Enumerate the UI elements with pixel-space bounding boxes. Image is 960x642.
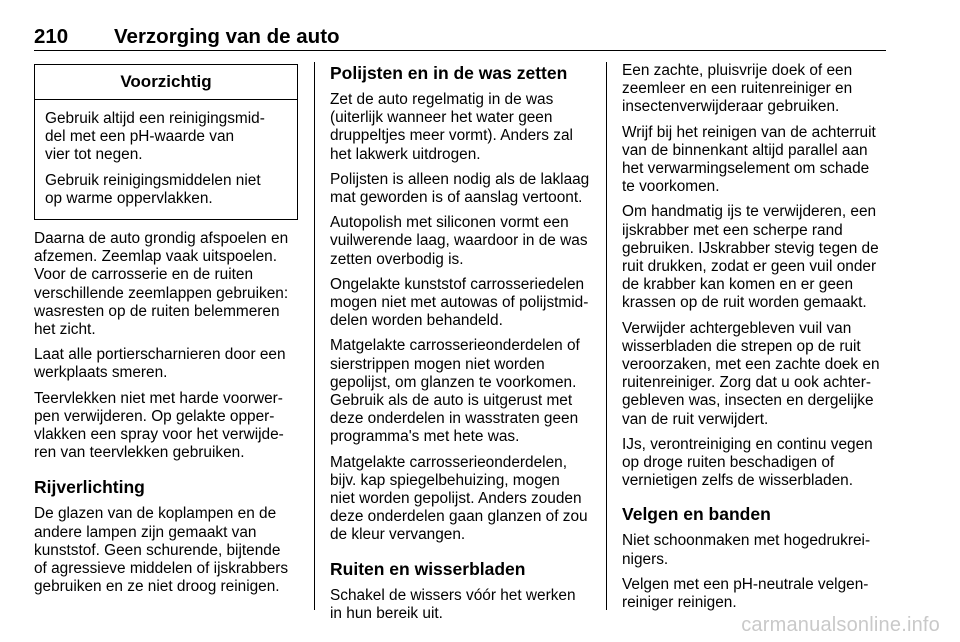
text-line: wisserbladen die strepen op de ruit — [622, 337, 861, 355]
text-line: sierstrippen mogen niet worden — [330, 355, 545, 373]
text-line: gepolijst, om glanzen te voorkomen. — [330, 373, 577, 391]
paragraph — [34, 505, 298, 596]
text-block — [34, 505, 298, 596]
watermark: carmanualsonline.info — [741, 614, 940, 636]
text-line: nigers. — [622, 550, 669, 568]
text-line: Wrijf bij het reinigen van de achterruit — [622, 123, 876, 141]
text-block — [622, 532, 888, 612]
text-line: Schakel de wissers vóór het werken — [330, 586, 576, 604]
text-line: het zicht. — [34, 321, 96, 339]
column-3 — [622, 62, 888, 619]
text-line: delen worden behandeld. — [330, 312, 503, 330]
text-line: verschillende zeemlappen gebruiken: — [34, 284, 289, 302]
text-line: of agressieve middelen of ijskrabbers — [34, 560, 289, 578]
text-line: Laat alle portierscharnieren door een — [34, 346, 286, 364]
text-line: Zet de auto regelmatig in de was — [330, 91, 554, 108]
text-block — [330, 587, 594, 623]
text-line: pen verwijderen. Op gelakte opper- — [34, 407, 275, 425]
caution-body — [35, 100, 297, 219]
paragraph — [622, 576, 888, 612]
paragraph — [330, 587, 594, 623]
paragraph — [330, 276, 594, 331]
paragraph — [622, 203, 888, 312]
section-heading-lighting: Rijverlichting — [34, 477, 145, 498]
text-block — [330, 91, 594, 545]
text-line: del met een pH-waarde van — [45, 128, 235, 146]
text-line: Om handmatig ijs te verwijderen, een — [622, 203, 877, 221]
text-line: Gebruik reinigingsmiddelen niet — [45, 171, 261, 189]
text-line: mogen niet met autowas of polijstmid- — [330, 294, 589, 312]
text-line: Verwijder achtergebleven vuil van — [622, 319, 852, 337]
section-heading-wheels: Velgen en banden — [622, 504, 771, 525]
text-line: zeemleer en een ruitenreiniger en — [622, 80, 853, 98]
text-line: gebruiken. IJskrabber stevig tegen de — [622, 239, 879, 257]
text-line: het lakwerk uitdrogen. — [330, 145, 481, 163]
caution-box — [34, 64, 298, 220]
text-line: werkplaats smeren. — [34, 364, 168, 382]
column-1 — [34, 62, 298, 603]
paragraph — [34, 346, 298, 382]
paragraph — [330, 337, 594, 446]
text-line: bijv. kap spiegelbehuizing, mogen — [330, 471, 560, 489]
text-line: insectenverwijderaar gebruiken. — [622, 98, 840, 116]
text-line: in hun bereik uit. — [330, 604, 443, 622]
text-line: vier tot negen. — [45, 146, 143, 164]
text-line: vlakken een spray voor het verwijde- — [34, 426, 284, 444]
paragraph — [45, 110, 287, 165]
column-divider-2 — [606, 62, 607, 610]
text-line: Gebruik altijd een reinigingsmid- — [45, 110, 265, 127]
text-line: ijskrabber met een scherpe rand — [622, 221, 843, 239]
text-line: niet worden gepolijst. Anders zouden — [330, 490, 582, 508]
page-number: 210 — [34, 25, 69, 48]
text-line: (uiterlijk wanneer het water geen — [330, 109, 553, 127]
text-line: afzemen. Zeemlap vaak uitspoelen. — [34, 248, 277, 266]
text-line: IJs, verontreiniging en continu vegen — [622, 435, 873, 453]
text-line: van de binnenkant altijd parallel aan — [622, 141, 868, 159]
column-2 — [330, 62, 594, 630]
paragraph — [330, 91, 594, 164]
text-line: Autopolish met siliconen vormt een — [330, 214, 569, 232]
section-heading-windows: Ruiten en wisserbladen — [330, 558, 526, 579]
paragraph — [622, 124, 888, 197]
text-line: Ongelakte kunststof carrosseriedelen — [330, 275, 585, 293]
text-line: veroorzaken, met een zachte doek en — [622, 356, 880, 374]
paragraph — [622, 62, 888, 117]
caution-title: Voorzichtig — [35, 65, 297, 100]
paragraph — [622, 436, 888, 491]
text-line: vernietigen zelfs de wisserbladen. — [622, 472, 853, 490]
text-line: mat geworden is of aanslag vertoont. — [330, 189, 583, 207]
text-line: ren van teervlekken gebruiken. — [34, 444, 245, 462]
section-heading-polish: Polijsten en in de was zetten — [330, 63, 568, 83]
text-line: ruit drukken, zodat er geen vuil onder — [622, 258, 877, 276]
text-line: Een zachte, pluisvrije doek of een — [622, 62, 853, 79]
text-line: programma's met hete was. — [330, 428, 520, 446]
text-line: druppeltjes meer vormt). Anders zal — [330, 127, 573, 145]
text-block — [34, 230, 298, 462]
chapter-title: Verzorging van de auto — [114, 25, 340, 48]
paragraph — [330, 171, 594, 207]
text-line: kunststof. Geen schurende, bijtende — [34, 541, 281, 559]
text-line: te voorkomen. — [622, 178, 720, 196]
text-line: deze onderdelen in wasstraten geen — [330, 410, 579, 428]
paragraph — [34, 230, 298, 339]
text-line: De glazen van de koplampen en de — [34, 505, 277, 523]
column-divider-1 — [314, 62, 315, 610]
text-line: op droge ruiten beschadigen of — [622, 454, 835, 472]
text-line: Voor de carrosserie en de ruiten — [34, 266, 254, 284]
text-line: Matgelakte carrosserieonderdelen, — [330, 453, 567, 471]
paragraph — [330, 214, 594, 269]
text-line: gebruiken en ze niet droog reinigen. — [34, 578, 280, 596]
text-line: de krabber kan komen en er geen — [622, 276, 854, 294]
paragraph — [34, 390, 298, 463]
paragraph — [330, 454, 594, 545]
text-line: van de ruit verwijdert. — [622, 410, 769, 428]
text-line: zetten overbodig is. — [330, 250, 464, 268]
text-line: Gebruik als de auto is uitgerust met — [330, 392, 573, 410]
paragraph — [622, 320, 888, 429]
text-line: het verwarmingselement om schade — [622, 160, 870, 178]
text-line: vuilwerende laag, waardoor in de was — [330, 232, 588, 250]
text-line: deze onderdelen gaan glanzen of zou — [330, 508, 588, 526]
text-line: op warme oppervlakken. — [45, 189, 213, 207]
page-header — [34, 26, 886, 51]
text-line: andere lampen zijn gemaakt van — [34, 523, 257, 541]
paragraph — [45, 172, 287, 208]
text-line: wasresten op de ruiten belemmeren — [34, 302, 280, 320]
text-line: reiniger reinigen. — [622, 594, 737, 612]
text-line: Matgelakte carrosserieonderdelen of — [330, 337, 580, 355]
paragraph — [622, 532, 888, 568]
text-line: Polijsten is alleen nodig als de laklaag — [330, 170, 590, 188]
text-line: gebleven was, insecten en dergelijke — [622, 392, 874, 410]
text-line: Daarna de auto grondig afspoelen en — [34, 230, 289, 248]
text-block — [622, 62, 888, 490]
text-line: Velgen met een pH-neutrale velgen- — [622, 575, 869, 593]
text-line: Teervlekken niet met harde voorwer- — [34, 389, 283, 407]
text-line: krassen op de ruit worden gemaakt. — [622, 294, 867, 312]
text-line: Niet schoonmaken met hogedrukrei- — [622, 532, 871, 550]
text-line: ruitenreiniger. Zorg dat u ook achter- — [622, 374, 871, 392]
text-line: de kleur vervangen. — [330, 526, 466, 544]
